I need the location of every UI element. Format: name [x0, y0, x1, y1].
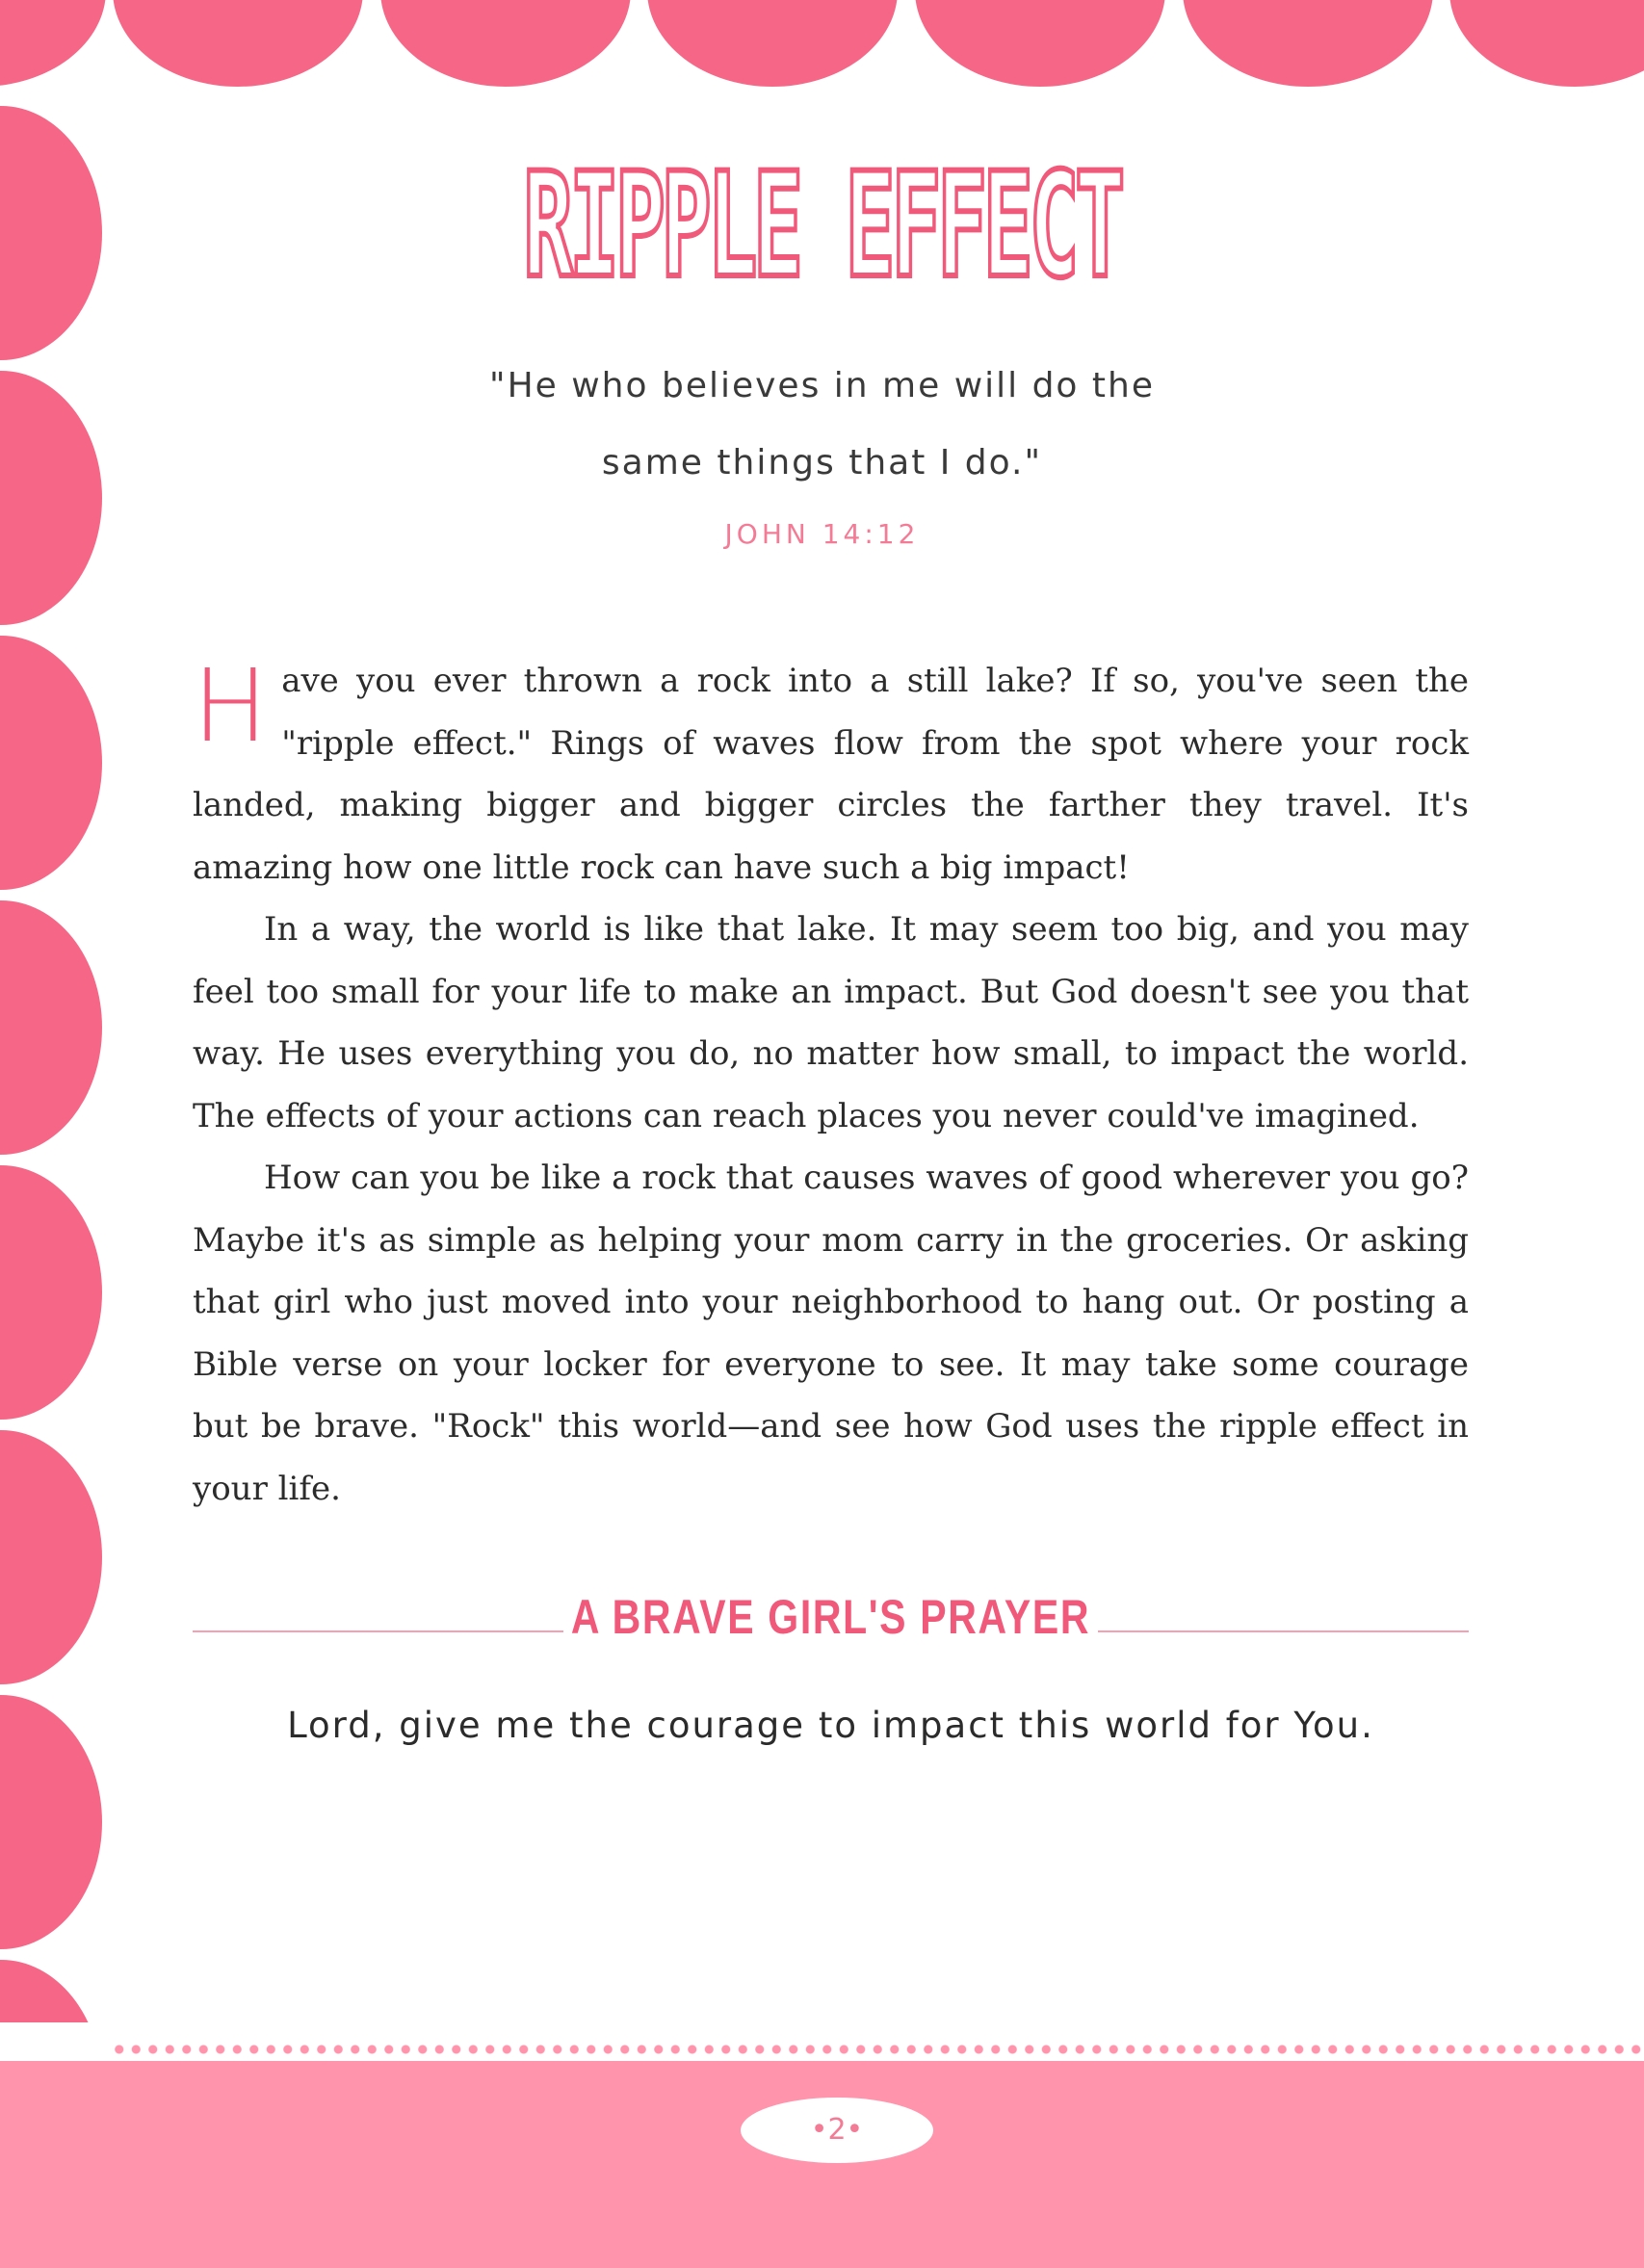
top-scallop	[1183, 0, 1433, 87]
left-scallop	[0, 1165, 102, 1420]
prayer-text: Lord, give me the courage to impact this world for You.	[287, 1705, 1374, 1746]
prayer-heading: A BRAVE GIRL'S PRAYER	[570, 1590, 1091, 1644]
top-scallop	[113, 0, 363, 87]
left-scallop	[0, 900, 102, 1155]
top-scallop	[647, 0, 898, 87]
prayer-header	[193, 1589, 1469, 1666]
verse-line-2: same things that I do."	[601, 443, 1043, 482]
top-scallop	[915, 0, 1165, 87]
left-scallop	[0, 1695, 102, 1949]
divider-right	[1098, 1630, 1469, 1632]
left-scallop	[0, 636, 102, 890]
footer-dots	[111, 2044, 1644, 2055]
footer-dotted-strip	[0, 2022, 1644, 2061]
body-text	[193, 647, 1469, 1520]
drop-cap: H	[193, 647, 269, 765]
top-scallop	[0, 0, 106, 87]
page-number-badge: •2•	[741, 2098, 933, 2163]
paragraph-2: In a way, the world is like that lake. It may seem too big, and you may feel too small for your life to make an impact. But God doesn't see you that way. He uses everything you do, no matter how small, to impact the world. The effects of your actions can reach places you never could've imagined.	[193, 910, 1469, 1135]
left-scallop	[0, 1430, 102, 1684]
page-title: RIPPLE EFFECT	[523, 143, 1121, 310]
verse-reference: JOHN 14:12	[724, 518, 920, 550]
paragraph-1-text: ave you ever thrown a rock into a still lake? If so, you've seen the "ripple effect." Rings of waves flow from the spot where your rock landed, making bigger and bigger circles the farther they travel. It's amazing how one little rock can have such a big impact!	[193, 662, 1469, 887]
paragraph-3: How can you be like a rock that causes waves of good wherever you go? Maybe it's as simple as helping your mom carry in the groceries. Or asking that girl who just moved into your neighborhood to hang out. Or posting a Bible verse on your locker for everyone to see. It may take some courage but be brave. "Rock" this world—and see how God uses the ripple effect in your life.	[193, 1159, 1469, 1508]
top-scallop	[380, 0, 631, 87]
left-scallop	[0, 106, 102, 360]
top-scallop	[1449, 0, 1644, 87]
paragraph-1	[193, 647, 1469, 899]
verse-line-1: "He who believes in me will do the	[489, 366, 1155, 405]
left-scallop	[0, 371, 102, 625]
